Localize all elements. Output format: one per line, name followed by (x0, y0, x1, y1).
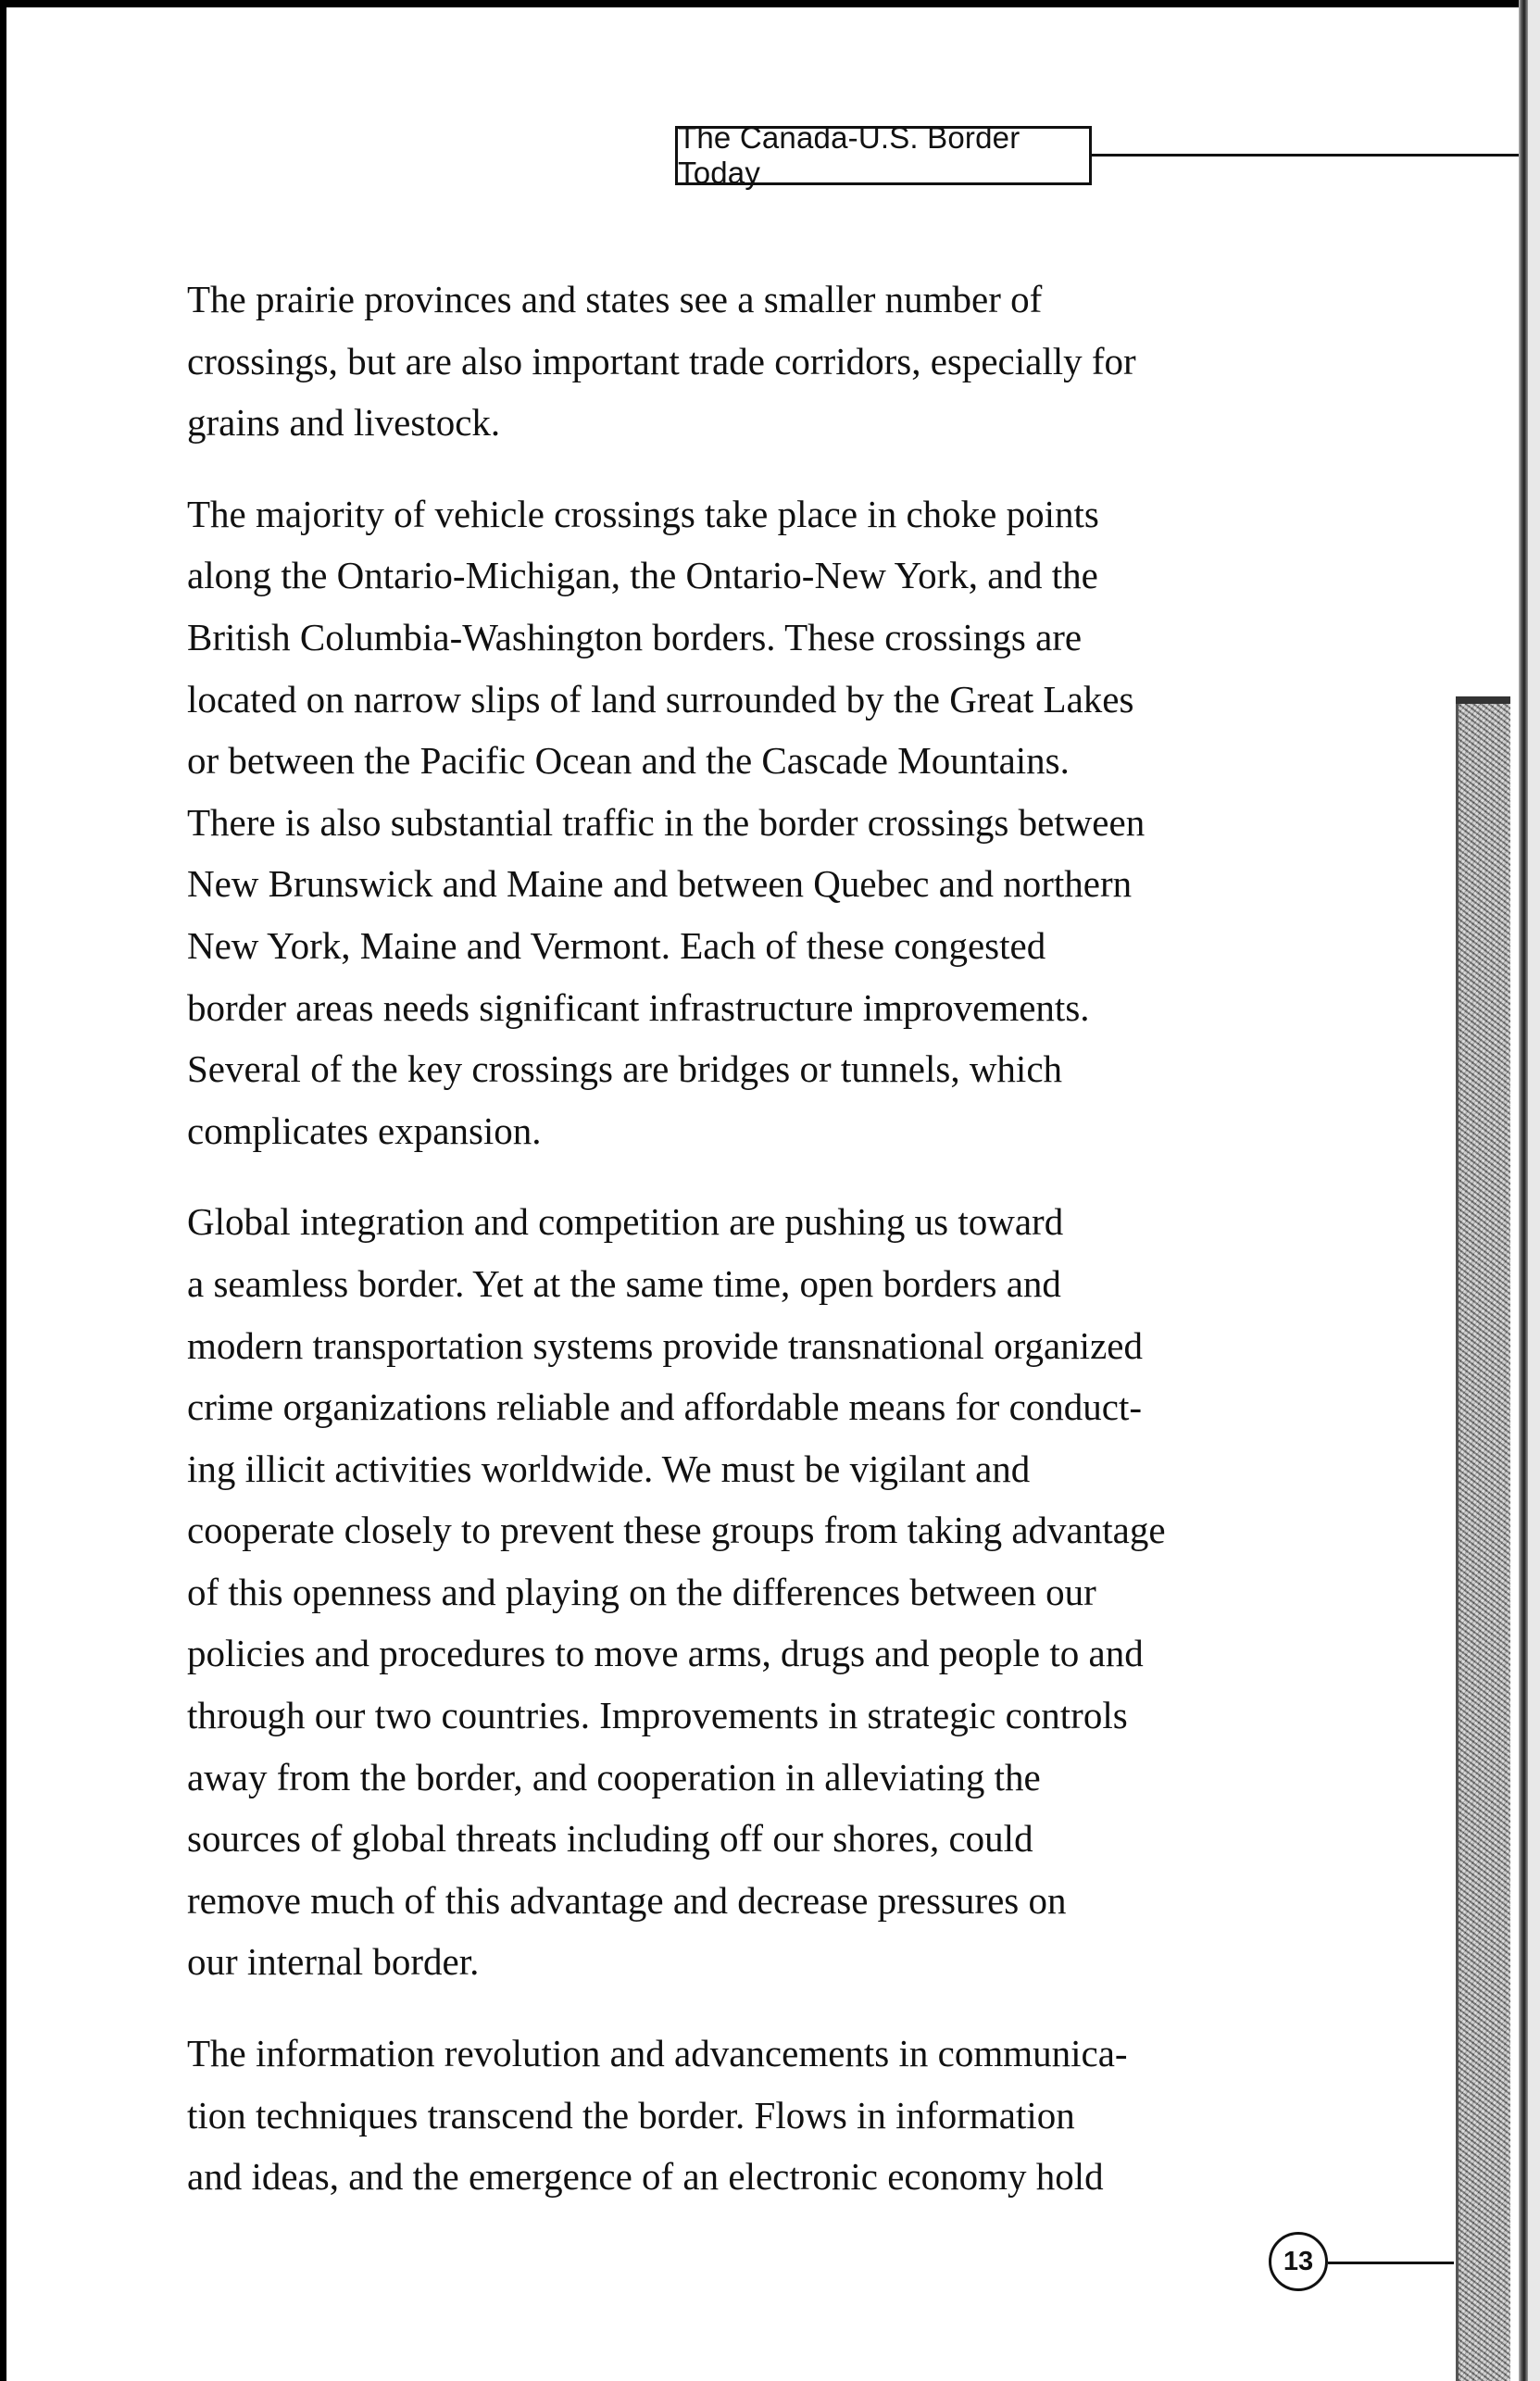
paragraph-information-revolution (187, 2023, 1271, 2208)
text-line: crime organizations reliable and affordable means for conduct- (187, 1385, 1143, 1429)
scan-border-top (0, 0, 1540, 7)
text-line: sources of global threats including off our shores, could (187, 1817, 1033, 1861)
text-line: There is also substantial traffic in the border crossings between (187, 800, 1146, 844)
page-edge-margin (1528, 0, 1540, 2381)
text-line: New York, Maine and Vermont. Each of these congested (187, 923, 1046, 967)
text-line: complicates expansion. (187, 1109, 542, 1152)
page-number-badge (1269, 2232, 1328, 2291)
text-line: ing illicit activities worldwide. We must be vigilant and (187, 1447, 1031, 1490)
page-binding-edge (1519, 0, 1528, 2381)
text-line: policies and procedures to move arms, drugs and people to and (187, 1632, 1144, 1675)
decorative-side-bar (1456, 704, 1510, 2381)
text-line: along the Ontario-Michigan, the Ontario-New York, and the (187, 554, 1098, 597)
paragraph-global-integration (187, 1191, 1271, 1993)
text-line: British Columbia-Washington borders. These crossings are (187, 615, 1083, 658)
text-line: Several of the key crossings are bridges or tunnels, which (187, 1047, 1063, 1091)
text-line: located on narrow slips of land surrounded by the Great Lakes (187, 677, 1134, 721)
body-text (187, 269, 1271, 2237)
text-line: The majority of vehicle crossings take place in choke points (187, 492, 1099, 535)
text-line: our internal border. (187, 1940, 480, 1984)
text-line: crossings, but are also important trade corridors, especially for (187, 339, 1136, 382)
text-line: away from the border, and cooperation in alleviating the (187, 1755, 1041, 1798)
text-line: and ideas, and the emergence of an electronic economy hold (187, 2155, 1104, 2199)
text-line: cooperate closely to prevent these groups from taking advantage (187, 1509, 1166, 1552)
footer-rule (1328, 2262, 1454, 2264)
paragraph-choke-points (187, 483, 1271, 1162)
text-line: a seamless border. Yet at the same time, open borders and (187, 1261, 1061, 1305)
scan-border-left (0, 0, 6, 2381)
text-line: modern transportation systems provide transnational organized (187, 1323, 1143, 1367)
text-line: New Brunswick and Maine and between Quebec and northern (187, 862, 1133, 906)
text-line: remove much of this advantage and decrease pressures on (187, 1878, 1067, 1922)
text-line: Global integration and competition are pushing us toward (187, 1200, 1064, 1244)
header-rule (1092, 154, 1519, 157)
running-header (675, 120, 1092, 190)
running-header-title: The Canada-U.S. Border Today (678, 120, 1020, 190)
text-line: through our two countries. Improvements in strategic controls (187, 1694, 1128, 1737)
page-number: 13 (1283, 2246, 1314, 2276)
text-line: or between the Pacific Ocean and the Cascade Mountains. (187, 739, 1070, 783)
text-line: of this openness and playing on the differences between our (187, 1570, 1096, 1613)
text-line: tion techniques transcend the border. Flows in information (187, 2093, 1075, 2137)
text-line: border areas needs significant infrastructure improvements. (187, 985, 1090, 1029)
text-line: The prairie provinces and states see a smaller number of (187, 278, 1043, 320)
text-line: grains and livestock. (187, 401, 501, 445)
paragraph-prairie (187, 269, 1271, 454)
text-line: The information revolution and advancements in communica- (187, 2032, 1128, 2075)
